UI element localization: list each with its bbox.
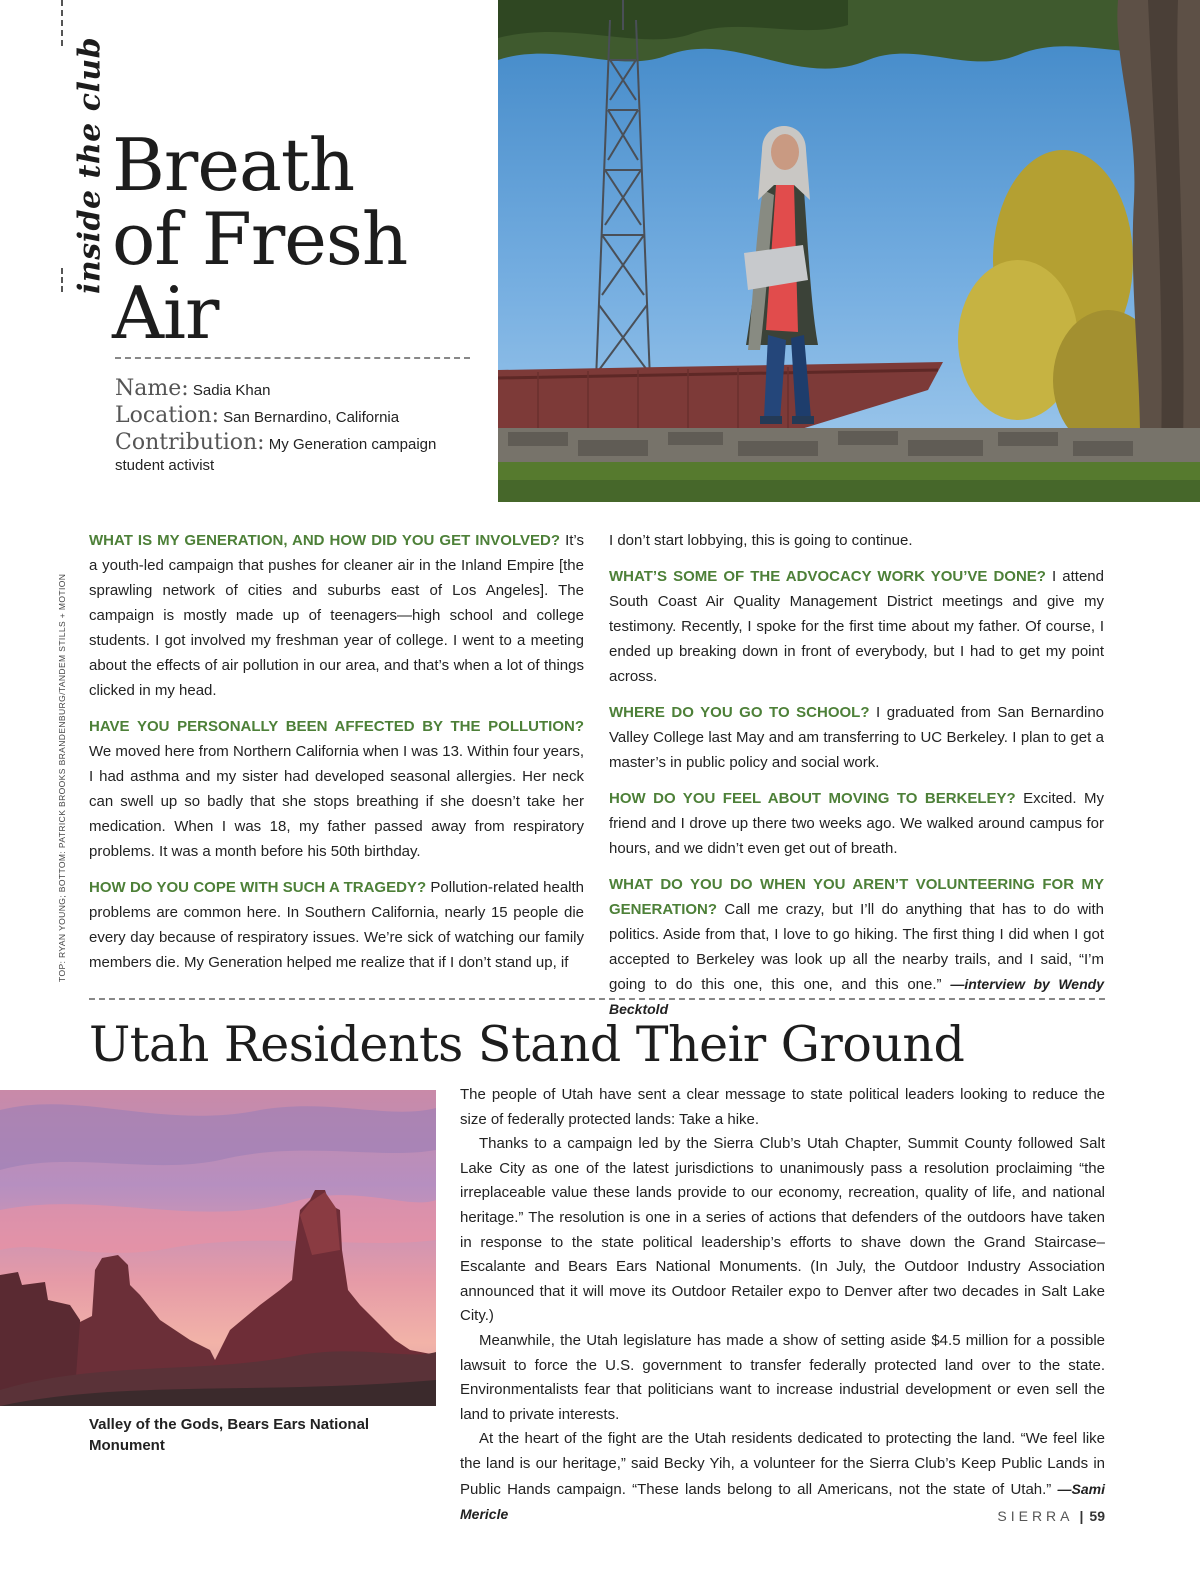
photo-caption: Valley of the Gods, Bears Ears National Monument bbox=[89, 1416, 370, 1454]
story-paragraph-text: At the heart of the fight are the Utah residents dedicated to protecting the land. “We feel like the land is our heritage,” said Becky Yih, a volunteer for the Sierra Club’s Keep Public Lands in Public Hands campaign. “These lands belong to all Americans, not the state of Utah.” bbox=[460, 1430, 1105, 1498]
qa-question: WHAT’S SOME OF THE ADVOCACY WORK YOU’VE DONE? bbox=[609, 568, 1046, 585]
qa-answer: I graduated from San Bernardino Valley College last May and am transferring to UC Berkeley. I plan to get a master’s in public policy and social work. bbox=[609, 704, 1105, 771]
qa-item bbox=[609, 564, 1104, 689]
story-headline: Utah Residents Stand Their Ground bbox=[89, 1016, 965, 1073]
page-footer bbox=[997, 1508, 1105, 1524]
story-paragraph: Thanks to a campaign led by the Sierra Club’s Utah Chapter, Summit County followed Salt Lake City as one of the latest jurisdictions to unanimously pass a resolution proclaiming “the irreplaceable value these lands provide to our economy, recreation, quality of life, and national heritage.” The resolution is one in a series of actions that defenders of the outdoors have taken in response to the state political leadership’s efforts to shave down the Grand Staircase–Escalante and Bears Ears National Monuments. (In July, the Outdoor Industry Association announced that it will move its Outdoor Retailer expo to Denver after two decades in Salt Lake City.) bbox=[460, 1135, 1105, 1325]
qa-item bbox=[609, 700, 1104, 775]
qa-answer: We moved here from Northern California when I was 13. Within four years, I had asthma and my sister had developed seasonal allergies. Her neck can swell up so badly that she stops breathing if she doesn’t take her medication. When I was 18, my father passed away from respiratory problems. It was a month before his 50th birthday. bbox=[89, 743, 584, 860]
footer-separator: | bbox=[1079, 1508, 1084, 1524]
page-number: 59 bbox=[1089, 1508, 1105, 1524]
interview-byline: —interview by Wendy Becktold bbox=[609, 976, 1104, 1017]
qa-answer: Call me crazy, but I’ll do anything that has to do with politics. Aside from that, I love to go hiking. The first thing I did when I got accepted to Berkeley was look up all the nearby trails, and I said, “I’m going to do this one, this one, and this one.” bbox=[609, 901, 1104, 993]
name-value: Sadia Khan bbox=[192, 382, 271, 399]
story-paragraph: The people of Utah have sent a clear message to state political leaders looking to reduce the size of federally protected lands: Take a hike. bbox=[460, 1086, 1105, 1128]
qa-item bbox=[89, 875, 584, 975]
profile-name-row bbox=[115, 378, 475, 401]
location-label: Location: bbox=[115, 403, 219, 428]
qa-column-left bbox=[89, 528, 584, 986]
qa-answer: Pollution-related health problems are common here. In Southern California, nearly 15 people die every day because of respiratory issues. We’re sick of watching our family members die. My Generation helped me realize that if I don’t stand up, if bbox=[89, 879, 584, 971]
title-line-1: Breath bbox=[112, 123, 355, 207]
qa-question: WHAT DO YOU DO WHEN YOU AREN’T VOLUNTEERING FOR MY GENERATION? bbox=[609, 876, 1104, 918]
contribution-value: My Generation campaign student activist bbox=[115, 436, 437, 474]
qa-answer-continued: I don’t start lobbying, this is going to continue. bbox=[609, 532, 913, 549]
contribution-label: Contribution: bbox=[115, 430, 265, 455]
tag-dash-top bbox=[61, 0, 63, 46]
section-divider bbox=[89, 998, 1105, 1000]
valley-photo bbox=[0, 1090, 436, 1406]
tag-dash-bottom bbox=[61, 268, 63, 292]
section-tag-label: inside the club bbox=[72, 36, 108, 294]
title-divider bbox=[115, 357, 470, 359]
qa-answer: I attend South Coast Air Quality Management District meetings and give my testimony. Recently, I spoke for the first time about my father. Of course, I ended up breaking down in front of everybody, but I had to get my point across. bbox=[609, 568, 1104, 685]
qa-question: HOW DO YOU COPE WITH SUCH A TRAGEDY? bbox=[89, 879, 427, 896]
profile-contribution-row bbox=[115, 432, 475, 476]
title-line-3: Air bbox=[112, 271, 219, 355]
qa-answer: Excited. My friend and I drove up there two weeks ago. We walked around campus for hours, and we didn’t even get out of breath. bbox=[609, 790, 1104, 857]
qa-question: HOW DO YOU FEEL ABOUT MOVING TO BERKELEY? bbox=[609, 790, 1016, 807]
name-label: Name: bbox=[115, 376, 189, 401]
story-paragraph: Meanwhile, the Utah legislature has made a show of setting aside $4.5 million for a possible lawsuit to force the U.S. government to transfer federally protected land over to the state. Environmentalists fear that politicians want to increase industrial development or even sell the land to private interests. bbox=[460, 1331, 1105, 1423]
profile-location-row bbox=[115, 405, 475, 428]
qa-item bbox=[609, 786, 1104, 861]
story-body bbox=[460, 1083, 1105, 1528]
profile-info bbox=[115, 378, 475, 480]
article-title bbox=[112, 123, 492, 355]
story-byline: —Sami Mericle bbox=[460, 1480, 1105, 1523]
qa-question: WHERE DO YOU GO TO SCHOOL? bbox=[609, 704, 870, 721]
qa-item bbox=[89, 528, 584, 703]
qa-question: HAVE YOU PERSONALLY BEEN AFFECTED BY THE POLLUTION? bbox=[89, 718, 584, 735]
section-tag bbox=[26, 0, 108, 294]
qa-question: WHAT IS MY GENERATION, AND HOW DID YOU GET INVOLVED? bbox=[89, 532, 561, 549]
location-value: San Bernardino, California bbox=[223, 409, 400, 426]
magazine-name: SIERRA bbox=[997, 1508, 1074, 1524]
qa-answer: It’s a youth-led campaign that pushes for cleaner air in the Inland Empire [the sprawling network of cities and suburbs east of Los Angeles]. The campaign is mostly made up of teenagers—high school and college students. I got involved my freshman year of college. I went to a meeting about the effects of air pollution in our area, and that’s when a lot of things clicked in my head. bbox=[89, 532, 584, 699]
qa-item bbox=[89, 714, 584, 864]
hero-photo bbox=[498, 0, 1200, 502]
photo-credit: TOP: RYAN YOUNG; BOTTOM: PATRICK BROOKS BRANDENBURG/TANDEM STILLS + MOTION bbox=[57, 573, 67, 983]
title-line-2: of Fresh bbox=[112, 197, 408, 281]
qa-column-right bbox=[609, 528, 1104, 1033]
